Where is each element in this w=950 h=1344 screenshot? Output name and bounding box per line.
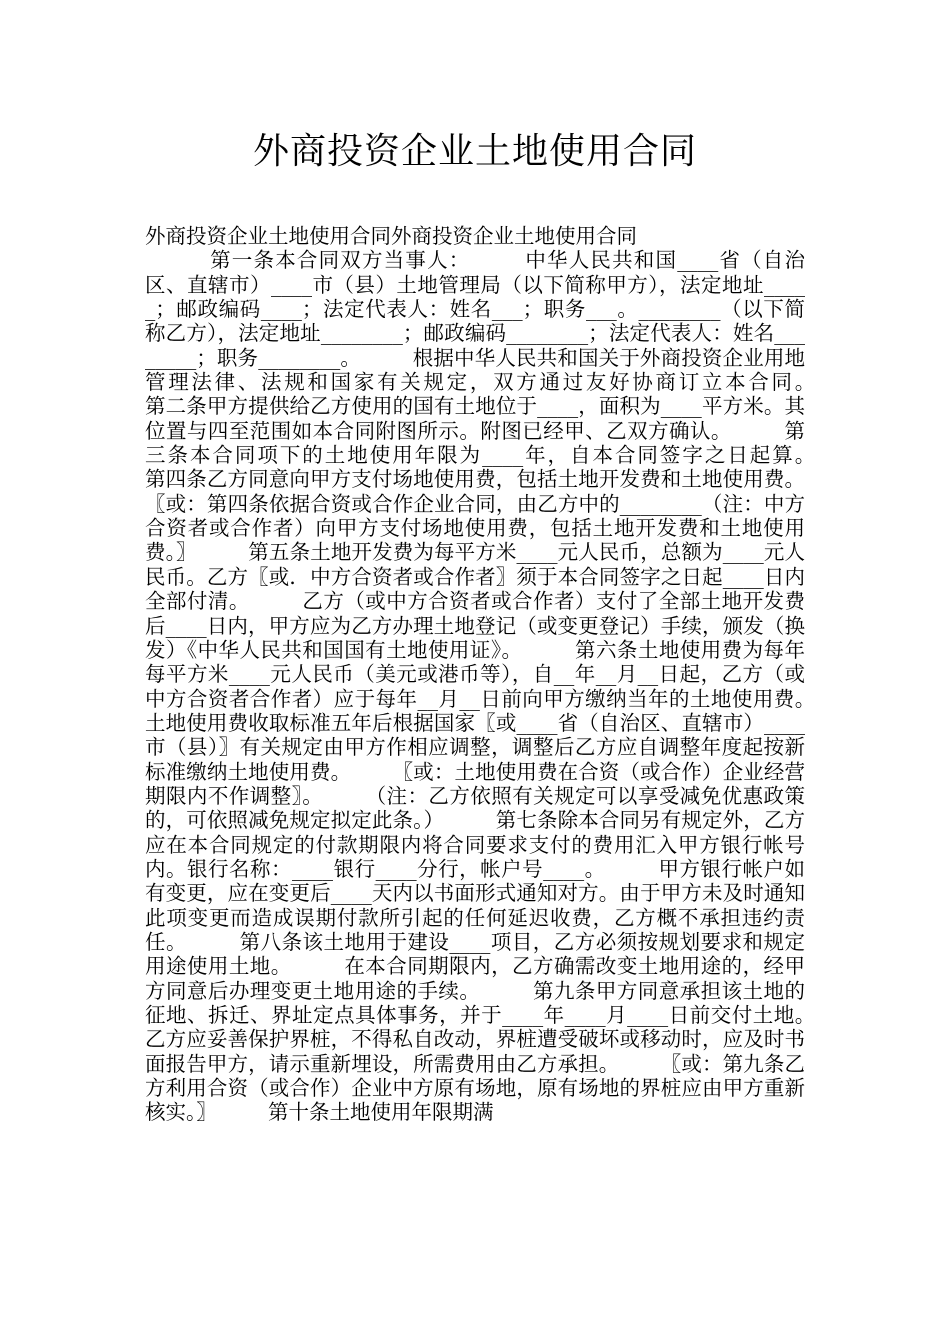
contract-body-text: 外商投资企业土地使用合同外商投资企业土地使用合同 第一条本合同双方当事人： 中华人民共和国____省（自治区、直辖市）____市（县）土地管理局（以下简称甲方），法定地址_____；邮政编码____；法定代表人：姓名___；职务___。________（以下简称乙方），法定地址________；邮政编码________；法定代表人：姓名________；职务________。 根据中华人民共和国关于外商投资企业用地管理法律、法规和国家有关规定，双方通过友好协商订立本合同。 第二条甲方提供给乙方使用的国有土地位于____，面积为____平方米。其位置与四至范围如本合同附图所示。附图已经甲、乙双方确认。 第三条本合同项下的土地使用年限为____年，自本合同签字之日起算。 第四条乙方同意向甲方支付场地使用费，包括土地开发费和土地使用费。〖或：第四条依据合资或合作企业合同，由乙方中的________（注：中方合资者或合作者）向甲方支付场地使用费，包括土地开发费和土地使用费。〗 第五条土地开发费为每平方米____元人民币，总额为____元人民币。乙方〖或．中方合资者或合作者〗须于本合同签字之日起____日内全部付清。 乙方（或中方合资者或合作者）支付了全部土地开发费后____日内，甲方应为乙方办理土地登记（或变更登记）手续，颁发（换发）《中华人民共和国国有土地使用证》。 第六条土地使用费为每年每平方米____元人民币（美元或港币等），自__年__月__日起，乙方（或中方合资者合作者）应于每年__月__日前向甲方缴纳当年的土地使用费。 土地使用费收取标准五年后根据国家〖或____省（自治区、直辖市）____市（县）〗有关规定由甲方作相应调整，调整后乙方应自调整年度起按新标准缴纳土地使用费。 〖或：土地使用费在合资（或合作）企业经营期限内不作调整〗。 （注：乙方依照有关规定可以享受减免优惠政策的，可依照减免规定拟定此条。） 第七条除本合同另有规定外，乙方应在本合同规定的付款期限内将合同要求支付的费用汇入甲方银行帐号内。银行名称：____银行____分行，帐户号____。 甲方银行帐户如有变更，应在变更后____天内以书面形式通知对方。由于甲方未及时通知此项变更而造成误期付款所引起的任何延迟收费，乙方概不承担违约责任。 第八条该土地用于建设____项目，乙方必须按规划要求和规定用途使用土地。 在本合同期限内，乙方确需改变土地用途的，经甲方同意后办理变更土地用途的手续。 第九条甲方同意承担该土地的征地、拆迁、界址定点具体事务，并于____年____月____日前交付土地。 乙方应妥善保护界桩，不得私自改动，界桩遭受破坏或移动时，应及时书面报告甲方，请示重新埋设，所需费用由乙方承担。 〖或：第九条乙方利用合资（或合作）企业中方原有场地，原有场地的界桩应由甲方重新核实。〗 第十条土地使用年限期满 <box>145 224 805 1125</box>
page-title: 外商投资企业土地使用合同 <box>252 131 697 172</box>
